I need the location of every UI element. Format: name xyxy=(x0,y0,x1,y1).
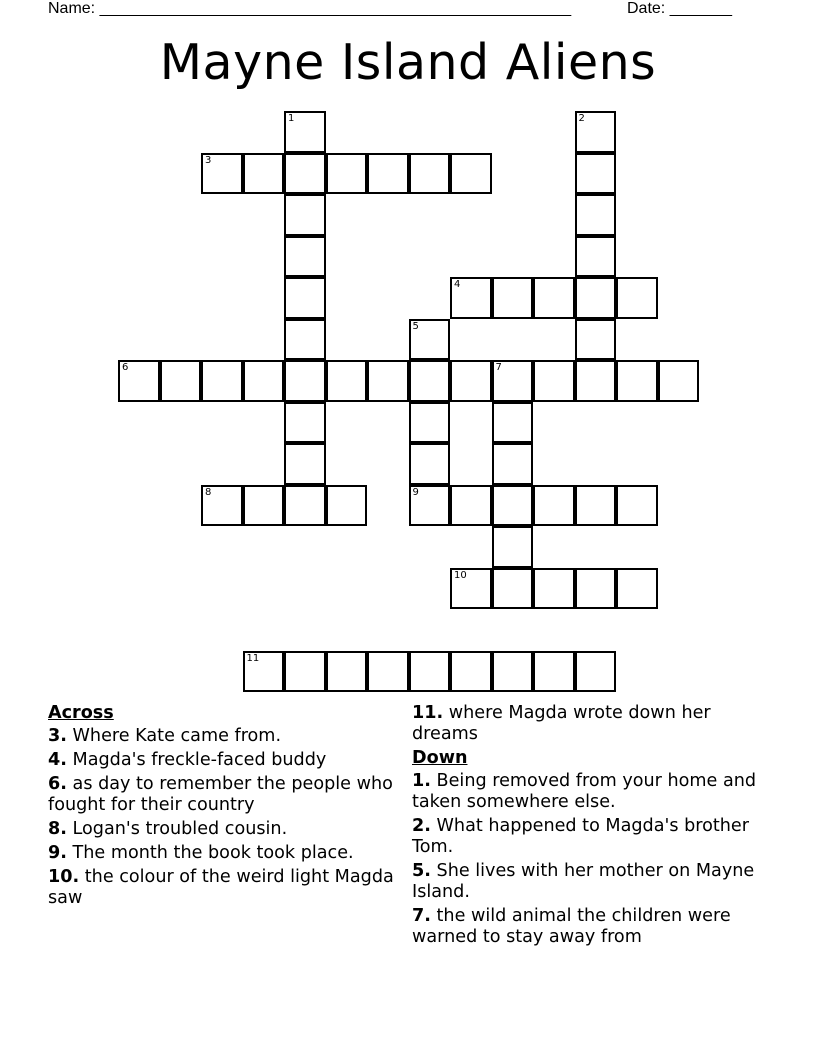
grid-cell[interactable] xyxy=(201,485,243,527)
grid-cell[interactable] xyxy=(367,360,409,402)
grid-cell[interactable] xyxy=(160,360,202,402)
clue-text: The month the book took place. xyxy=(72,843,354,863)
grid-cell[interactable] xyxy=(326,360,368,402)
grid-cell[interactable] xyxy=(492,651,534,693)
clue-number: 5. xyxy=(412,861,431,881)
grid-cell[interactable] xyxy=(284,360,326,402)
clue-number: 4. xyxy=(48,750,67,770)
grid-cell[interactable] xyxy=(326,651,368,693)
down-heading: Down xyxy=(412,748,468,768)
grid-cell[interactable] xyxy=(409,319,451,361)
grid-cell[interactable] xyxy=(118,360,160,402)
clue-across-3 xyxy=(48,726,404,747)
grid-cell[interactable] xyxy=(533,277,575,319)
grid-cell[interactable] xyxy=(450,360,492,402)
grid-cell[interactable] xyxy=(284,443,326,485)
clue-number-label: 4 xyxy=(454,279,461,290)
grid-cell[interactable] xyxy=(450,277,492,319)
clue-number-label: 9 xyxy=(412,486,419,498)
clue-text: the colour of the weird light Magda saw xyxy=(48,867,394,908)
page-title: Mayne Island Aliens xyxy=(159,34,657,91)
clue-number: 11. xyxy=(412,703,444,723)
grid-cell[interactable] xyxy=(575,485,617,527)
clue-text: She lives with her mother on Mayne Island. xyxy=(412,861,755,902)
grid-cell[interactable] xyxy=(658,360,700,402)
clue-number-label: 2 xyxy=(578,113,585,124)
grid-cell[interactable] xyxy=(409,651,451,693)
clue-number-label: 6 xyxy=(122,362,129,373)
grid-cell[interactable] xyxy=(450,651,492,693)
grid-cell[interactable] xyxy=(284,111,326,153)
grid-cell[interactable] xyxy=(243,485,285,527)
clue-down-5 xyxy=(412,861,762,903)
grid-cell[interactable] xyxy=(492,360,534,402)
grid-cell[interactable] xyxy=(492,402,534,444)
grid-cell[interactable] xyxy=(575,153,617,195)
clue-across-8 xyxy=(48,819,404,840)
clue-text: Where Kate came from. xyxy=(72,726,282,746)
clues-right-column xyxy=(412,703,762,951)
clue-down-2 xyxy=(412,816,762,858)
clue-down-1 xyxy=(412,771,762,813)
clue-number: 7. xyxy=(412,906,431,926)
clue-number: 2. xyxy=(412,816,431,836)
grid-cell[interactable] xyxy=(284,236,326,278)
grid-cell[interactable] xyxy=(450,485,492,527)
grid-cell[interactable] xyxy=(326,153,368,195)
clue-across-9 xyxy=(48,843,404,864)
grid-cell[interactable] xyxy=(492,277,534,319)
clue-text: Logan's troubled cousin. xyxy=(72,819,288,839)
grid-cell[interactable] xyxy=(409,443,451,485)
clue-number: 3. xyxy=(48,726,67,746)
grid-cell[interactable] xyxy=(243,651,285,693)
clue-text: as day to remember the people who fought for their country xyxy=(48,774,393,815)
grid-cell[interactable] xyxy=(367,651,409,693)
clue-number-label: 7 xyxy=(495,362,502,373)
clue-number-label: 5 xyxy=(412,320,419,332)
grid-cell[interactable] xyxy=(616,568,658,610)
grid-cell[interactable] xyxy=(284,153,326,195)
grid-cell[interactable] xyxy=(450,153,492,195)
grid-cell[interactable] xyxy=(492,443,534,485)
clue-down-7 xyxy=(412,906,762,948)
clue-text: Magda's freckle-faced buddy xyxy=(72,750,327,770)
grid-cell[interactable] xyxy=(367,153,409,195)
grid-cell[interactable] xyxy=(575,651,617,693)
clue-text: where Magda wrote down her dreams xyxy=(412,703,711,744)
grid-cell[interactable] xyxy=(284,485,326,527)
grid-cell[interactable] xyxy=(575,277,617,319)
grid-cell[interactable] xyxy=(575,194,617,236)
clue-across-10 xyxy=(48,867,404,909)
clue-number-label: 10 xyxy=(454,569,467,581)
grid-cell[interactable] xyxy=(450,568,492,610)
grid-cell[interactable] xyxy=(616,277,658,319)
grid-cell[interactable] xyxy=(533,360,575,402)
grid-cell[interactable] xyxy=(492,526,534,568)
grid-cell[interactable] xyxy=(575,236,617,278)
grid-cell[interactable] xyxy=(409,402,451,444)
date-field[interactable]: Date: _______ xyxy=(627,0,732,17)
grid-cell[interactable] xyxy=(575,568,617,610)
clue-across-4 xyxy=(48,750,404,771)
grid-cell[interactable] xyxy=(409,153,451,195)
clue-text: Being removed from your home and taken somewhere else. xyxy=(412,771,757,812)
grid-cell[interactable] xyxy=(284,194,326,236)
grid-cell[interactable] xyxy=(243,360,285,402)
clue-number-label: 1 xyxy=(288,113,295,124)
grid-cell[interactable] xyxy=(201,153,243,195)
clue-number-label: 11 xyxy=(246,652,260,664)
grid-cell[interactable] xyxy=(533,651,575,693)
clue-number: 10. xyxy=(48,867,80,887)
grid-cell[interactable] xyxy=(243,153,285,195)
clue-number-label: 3 xyxy=(205,154,212,166)
across-heading: Across xyxy=(48,703,114,723)
grid-cell[interactable] xyxy=(492,568,534,610)
clue-number: 8. xyxy=(48,819,67,839)
clue-across-6 xyxy=(48,774,404,816)
grid-cell[interactable] xyxy=(533,485,575,527)
grid-cell[interactable] xyxy=(409,360,451,402)
grid-cell[interactable] xyxy=(575,111,617,153)
grid-cell[interactable] xyxy=(201,360,243,402)
grid-cell[interactable] xyxy=(616,485,658,527)
grid-cell[interactable] xyxy=(409,485,451,527)
grid-cell[interactable] xyxy=(284,277,326,319)
clue-text: What happened to Magda's brother Tom. xyxy=(412,816,749,857)
grid-cell[interactable] xyxy=(284,319,326,361)
clue-number: 9. xyxy=(48,843,67,863)
name-field[interactable]: Name: _____________________________________________________ xyxy=(48,0,572,17)
clues-left-column xyxy=(48,703,404,912)
clue-across-11 xyxy=(412,703,762,745)
grid-cell[interactable] xyxy=(575,360,617,402)
clue-text: the wild animal the children were warned to stay away from xyxy=(412,906,731,947)
grid-cell[interactable] xyxy=(533,568,575,610)
grid-cell[interactable] xyxy=(284,651,326,693)
grid-cell[interactable] xyxy=(284,402,326,444)
clue-number-label: 8 xyxy=(205,486,212,498)
clue-number: 1. xyxy=(412,771,431,791)
grid-cell[interactable] xyxy=(575,319,617,361)
grid-cell[interactable] xyxy=(326,485,368,527)
grid-cell[interactable] xyxy=(616,360,658,402)
clue-number: 6. xyxy=(48,774,67,794)
grid-cell[interactable] xyxy=(492,485,534,527)
